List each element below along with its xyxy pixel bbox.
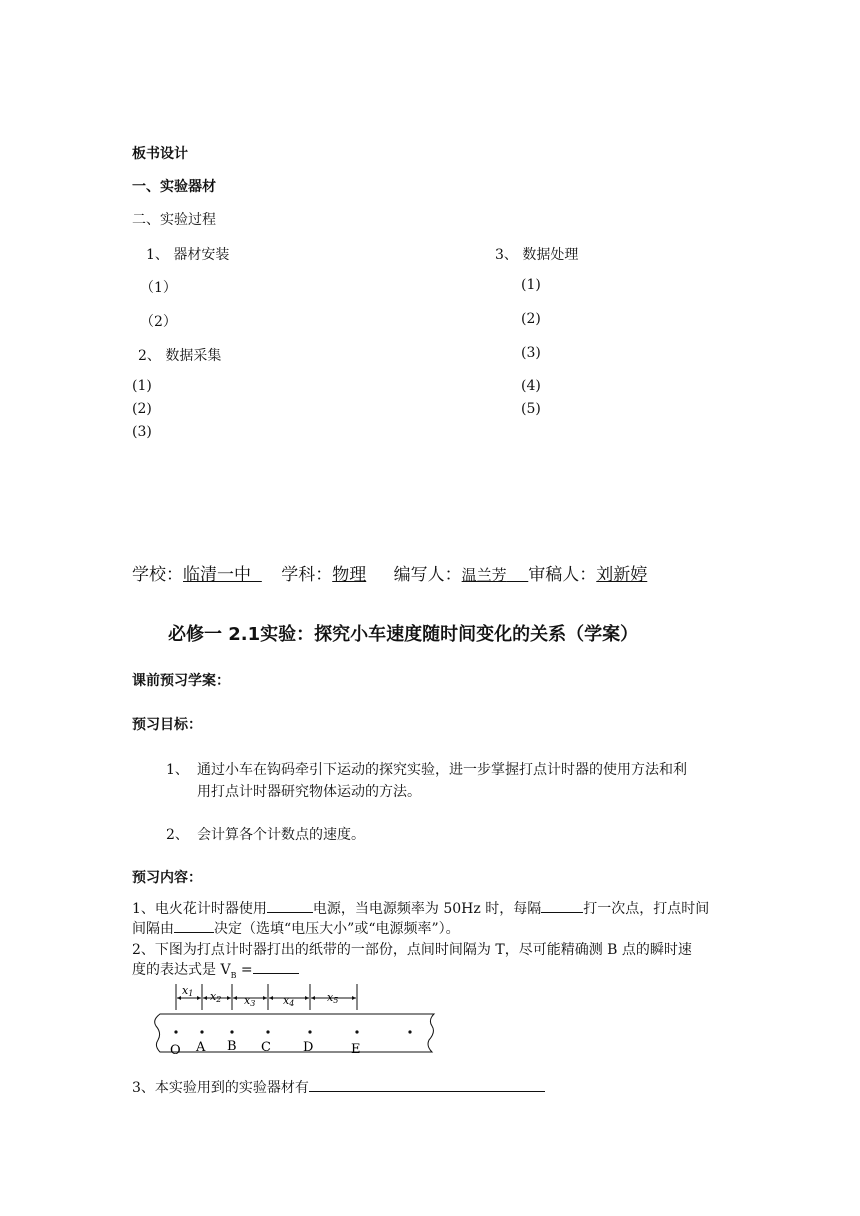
- dot-b: [230, 1030, 233, 1033]
- content-heading: 预习内容：: [132, 870, 202, 886]
- process-item-5: (5): [521, 401, 541, 417]
- question-2-line-2: 度的表达式是 $V_B$ =: [132, 959, 299, 980]
- dot-a: [200, 1030, 203, 1033]
- collect-item-3: (3): [132, 424, 152, 440]
- paper-tape-diagram: [150, 978, 440, 1060]
- segment-x3: x3: [244, 994, 256, 1008]
- point-label-b: B: [227, 1039, 237, 1054]
- dot-o: [174, 1030, 177, 1033]
- dot-extra: [408, 1030, 411, 1033]
- process-item-2: (2): [521, 311, 541, 327]
- dot-d: [308, 1030, 311, 1033]
- dot-e: [355, 1030, 358, 1033]
- dot-c: [266, 1030, 269, 1033]
- question-1-line-1: 1、电火花计时器使用 电源，当电源频率为 50Hz 时，每隔 打一次点，打点时间: [132, 898, 709, 918]
- question-3: 3、本实验用到的实验器材有: [132, 1077, 545, 1097]
- collect-item-2: (2): [132, 401, 152, 417]
- collect-item-1: (1): [132, 378, 152, 394]
- step-process-data: 3、 数据处理: [495, 247, 579, 263]
- point-label-d: D: [303, 1040, 314, 1055]
- writer-value: 温兰芳: [461, 566, 507, 584]
- point-label-a: A: [196, 1040, 206, 1055]
- subject-value: 物理: [332, 565, 367, 585]
- question-2-line-1: 2、下图为打点计时器打出的纸带的一部份，点间时间隔为 T，尽可能精确测 B 点的瞬时速: [132, 942, 692, 958]
- school-value: 临清一中: [183, 565, 251, 585]
- reviewer-value: 刘新婷: [596, 565, 648, 585]
- goal-2-text: 会计算各个计数点的速度。: [197, 827, 365, 843]
- segment-x5: x5: [327, 991, 339, 1005]
- section-equipment: 一、实验器材: [132, 179, 216, 195]
- process-item-3: (3): [521, 345, 541, 361]
- step-install: 1、 器材安装: [146, 247, 230, 263]
- blank-power-type[interactable]: [267, 898, 313, 913]
- goal-2-number: 2、: [166, 827, 189, 843]
- page-title: 必修一 2.1实验：探究小车速度随时间变化的关系（学案）: [168, 624, 639, 645]
- install-item-2: （2）: [140, 314, 177, 330]
- install-item-1: （1）: [140, 280, 177, 296]
- point-label-e: E: [351, 1042, 361, 1057]
- writer-label: 编写人：: [393, 565, 462, 585]
- subject-label: 学科：: [281, 565, 333, 585]
- reviewer-label: 审稿人：: [528, 565, 597, 585]
- blank-vb-expression[interactable]: [253, 959, 299, 974]
- segment-x2: x2: [210, 990, 222, 1004]
- blank-interval[interactable]: [541, 898, 583, 913]
- process-item-1: (1): [521, 277, 541, 293]
- board-title: 板书设计: [132, 146, 188, 162]
- goal-1-line-2: 用打点计时器研究物体运动的方法。: [197, 784, 421, 800]
- doc-header: [132, 560, 647, 585]
- segment-x4: x4: [283, 994, 295, 1008]
- goals-heading: 预习目标：: [132, 717, 202, 733]
- blank-equipment-list[interactable]: [309, 1077, 545, 1092]
- question-1-line-2: 间隔由 决定（选填“电压大小”或“电源频率”）。: [132, 918, 460, 938]
- school-label: 学校：: [132, 565, 183, 585]
- preview-heading: 课前预习学案：: [132, 673, 230, 689]
- point-label-o: O: [170, 1043, 181, 1058]
- blank-determined-by[interactable]: [174, 918, 214, 933]
- goal-1-number: 1、: [166, 762, 189, 778]
- goal-1-line-1: 通过小车在钩码牵引下运动的探究实验，进一步掌握打点计时器的使用方法和利: [197, 762, 687, 778]
- point-label-c: C: [261, 1040, 271, 1055]
- section-process: 二、实验过程: [132, 212, 216, 228]
- step-collect: 2、 数据采集: [138, 348, 222, 364]
- process-item-4: (4): [521, 378, 541, 394]
- segment-x1: x1: [182, 984, 194, 998]
